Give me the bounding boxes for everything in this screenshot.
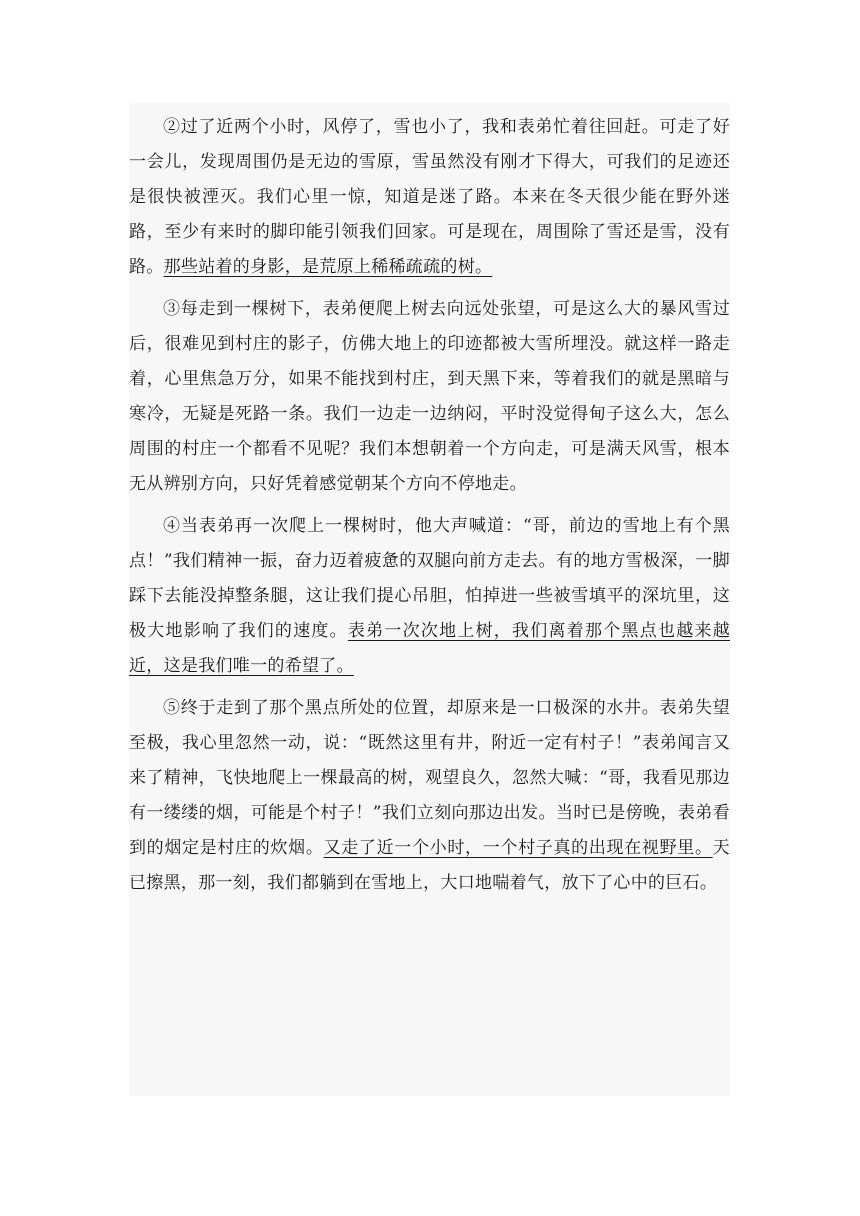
underlined-sentence: 那些站着的身影，是荒原上稀稀疏疏的树。 (163, 257, 493, 277)
paragraph-text: 天已擦黑，那一刻，我们都躺到在雪地上，大口地喘着气，放下了心中的巨石。 (129, 838, 730, 893)
paragraph-4 (129, 509, 730, 684)
underlined-sentence: 又走了近一个小时，一个村子真的出现在视野里。 (323, 838, 713, 858)
article-body (129, 110, 730, 908)
paragraph-text: ②过了近两个小时，风停了，雪也小了，我和表弟忙着往回赶。可走了好一会儿，发现周围仍是无边的雪原，雪虽然没有刚才下得大，可我们的足迹还是很快被湮灭。我们心里一惊，知道是迷了路。本来在冬天很少能在野外迷路，至少有来时的脚印能引领我们回家。可是现在，周围除了雪还是雪，没有路。 (129, 117, 730, 277)
underlined-sentence: 表弟一次次地上树，我们离着那个黑点也越来越近，这是我们唯一的希望了。 (129, 621, 730, 676)
paragraph-text: ③每走到一棵树下，表弟便爬上树去向远处张望，可是这么大的暴风雪过后，很难见到村庄的影子，仿佛大地上的印迹都被大雪所埋没。就这样一路走着，心里焦急万分，如果不能找到村庄，到天黑下来，等着我们的就是黑暗与寒冷，无疑是死路一条。我们一边走一边纳闷，平时没觉得甸子这么大，怎么周围的村庄一个都看不见呢？我们本想朝着一个方向走，可是满天风雪，根本无从辨别方向，只好凭着感觉朝某个方向不停地走。 (129, 299, 730, 494)
paragraph-text: ④当表弟再一次爬上一棵树时，他大声喊道：“哥，前边的雪地上有个黑点！”我们精神一振，奋力迈着疲惫的双腿向前方走去。有的地方雪极深，一脚踩下去能没掉整条腿，这让我们提心吊胆，怕掉进一些被雪填平的深坑里，这极大地影响了我们的速度。 (129, 516, 730, 641)
paragraph-text: ⑤终于走到了那个黑点所处的位置，却原来是一口极深的水井。表弟失望至极，我心里忽然一动，说：“既然这里有井，附近一定有村子！”表弟闻言又来了精神，飞快地爬上一棵最高的树，观望良久，忽然大喊：“哥，我看见那边有一缕缕的烟，可能是个村子！”我们立刻向那边出发。当时已是傍晚，表弟看到的烟定是村庄的炊烟。 (129, 698, 730, 858)
paragraph-2 (129, 110, 730, 285)
paragraph-3 (129, 292, 730, 502)
paragraph-5 (129, 691, 730, 901)
